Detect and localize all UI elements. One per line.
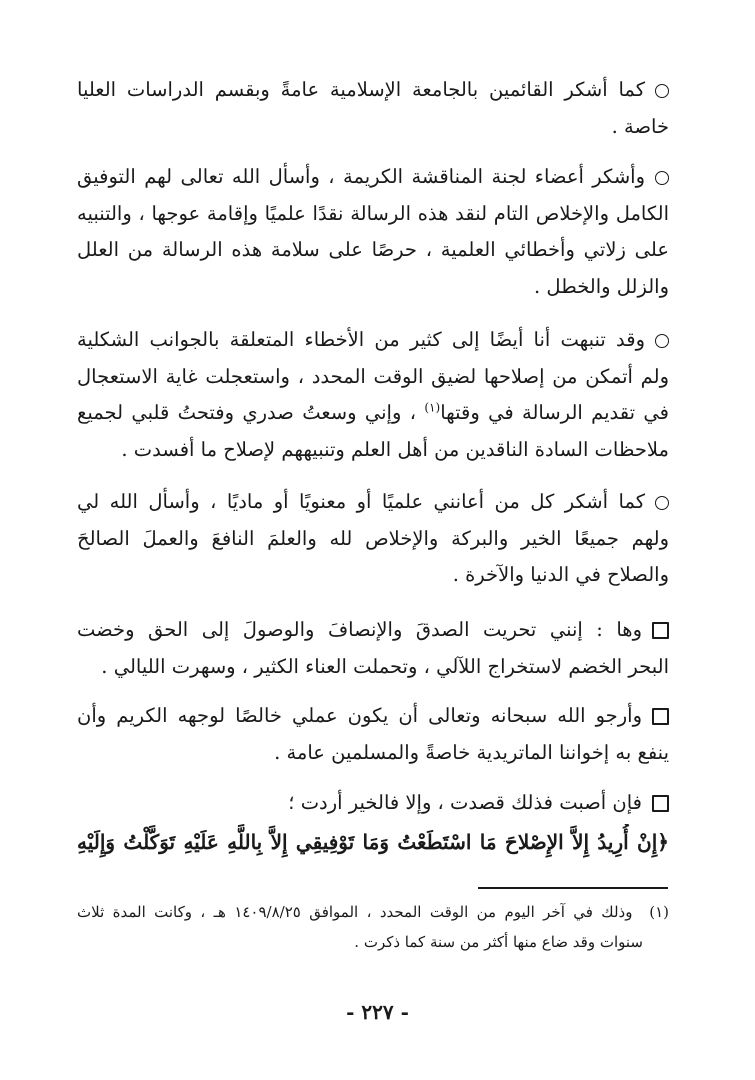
square-bullet-icon (652, 795, 669, 812)
quran-verse-line: ﴿إِنْ أُرِيدُ إِلاَّ الإِصْلاحَ مَا اسْتَطَعْتُ وَمَا تَوْفِيقِي إِلاَّ بِاللَّهِ عَلَيْهِ تَوَكَّلْتُ وَإِلَيْهِ (77, 830, 669, 854)
ornate-bracket: ﴿ (657, 830, 669, 854)
paragraph-hope (77, 698, 669, 771)
text-line: ولهم جميعًا الخير والبركة والإخلاص لله والعلمَ النافعَ والعملَ الصالحَ (77, 526, 669, 550)
square-bullet-icon (652, 622, 669, 639)
paragraph-intention (77, 785, 669, 822)
footnote-line: (١) وذلك في آخر اليوم من الوقت المحدد ، الموافق ١٤٠٩/٨/٢٥ هـ ، وكانت المدة ثلاث (77, 903, 669, 921)
circle-bullet-icon (655, 334, 669, 348)
text-line: خاصة . (611, 114, 669, 138)
footnote-separator (478, 887, 668, 889)
footnote-marker: (١) (649, 903, 669, 921)
text-line: ينفع به إخواننا الماتريدية خاصةً والمسلمين عامة . (274, 740, 669, 764)
paragraph-thanks-committee (77, 159, 669, 305)
text-line: وأشكر أعضاء لجنة المناقشة الكريمة ، وأسأل الله تعالى لهم التوفيق (77, 159, 669, 196)
text-line: على زلاتي وأخطائي العلمية ، حرصًا على سلامة هذه الرسالة من العلل (77, 238, 669, 261)
text-line: كما أشكر القائمين بالجامعة الإسلامية عامةً وبقسم الدراسات العليا (77, 72, 669, 109)
footnote (77, 897, 669, 957)
page-number: - ٢٢٧ - (346, 1000, 409, 1024)
circle-bullet-icon (655, 496, 669, 510)
text-line: والزلل والخطل . (534, 274, 669, 298)
circle-bullet-icon (655, 84, 669, 98)
text-line: وأرجو الله سبحانه وتعالى أن يكون عملي خالصًا لوجهه الكريم وأن (77, 698, 669, 735)
footnote-line: سنوات وقد ضاع منها أكثر من سنة كما ذكرت . (354, 933, 643, 951)
footnote-reference: (١) (424, 400, 441, 415)
text-line: الكامل والإخلاص التام لنقد هذه الرسالة نقدًا علميًا وإقامة عوجها ، والتنبيه (77, 201, 669, 225)
paragraph-errors-note (77, 322, 669, 468)
paragraph-thanks-university (77, 72, 669, 145)
square-bullet-icon (652, 708, 669, 725)
text-line: فإن أصبت فذلك قصدت ، وإلا فالخير أردت ؛ (77, 785, 669, 822)
text-line: في تقديم الرسالة في وقتها$^{(١)}$ ، وإني وسعتُ صدري وفتحتُ قلبي لجميع (77, 400, 669, 424)
text-line: وها : إنني تحريت الصدقَ والإنصافَ والوصولَ إلى الحق وخضت (77, 612, 669, 649)
text-line: ولم أتمكن من إصلاحها لضيق الوقت المحدد ، واستعجلت غاية الاستعجال (77, 364, 669, 388)
text-line: وقد تنبهت أنا أيضًا إلى كثير من الأخطاء المتعلقة بالجوانب الشكلية (77, 322, 669, 359)
text-line: البحر الخضم لاستخراج اللآلي ، وتحملت العناء الكثير ، وسهرت الليالي . (101, 654, 669, 678)
text-line: والصلاح في الدنيا والآخرة . (452, 563, 669, 586)
paragraph-truth-seeking (77, 612, 669, 685)
quran-verse (77, 824, 669, 861)
text-line: كما أشكر كل من أعانني علميًا أو معنويًا أو ماديًا ، وأسأل الله لي (77, 484, 669, 521)
paragraph-thanks-helpers (77, 484, 669, 594)
text-line: ملاحظات السادة الناقدين من أهل العلم وتنبيههم لإصلاح ما أفسدت . (121, 437, 669, 461)
circle-bullet-icon (655, 171, 669, 185)
